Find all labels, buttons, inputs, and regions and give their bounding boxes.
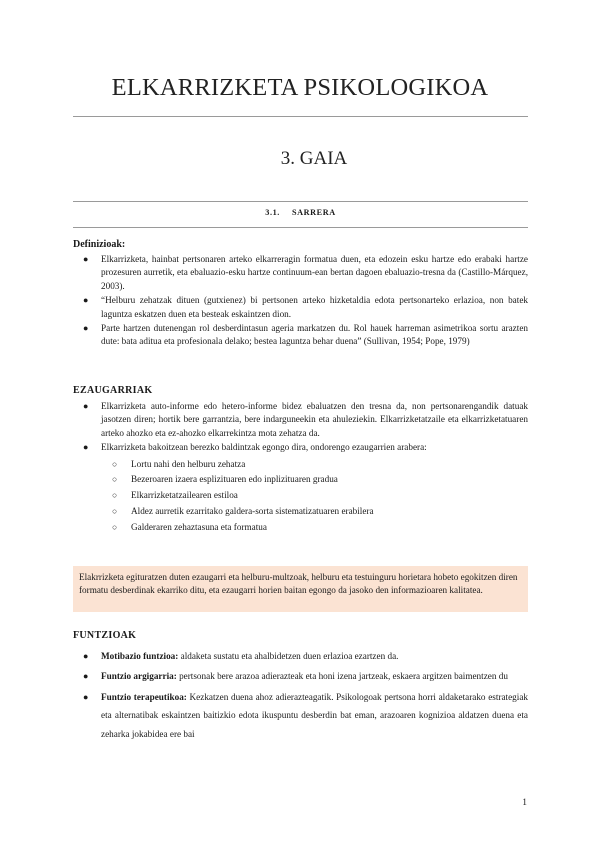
bullet-icon: ● — [83, 323, 89, 334]
circle-bullet-icon: ○ — [112, 506, 118, 517]
functions-list — [73, 647, 528, 745]
list-item: ● Funtzio terapeutikoa: Kezkatzen duena ahoz adierazteagatik. Psikologoak pertsona horri aldaketarako estrategiak eta alternatibak eskaintzen baitizkio edota ikuspuntu desberdin bat eman, arazoaren kognizioa aldatzen duena eta zeharka jokabidea ere bai — [73, 688, 528, 743]
list-item: ● Elkarrizketa, hainbat pertsonaren arteko elkarreragin formatua duen, eta edozein esku hartze edo erabaki hartze prozesuren aurretik, eta ebaluazio-esku hartze continuum-ean bertan dagoen ebaluazio-tresna da (Castillo-Márquez, 2003). — [83, 254, 528, 291]
section-number: 3.1. — [265, 208, 280, 217]
bullet-icon: ● — [83, 651, 89, 661]
page-number: 1 — [522, 798, 527, 808]
sublist-item: ○ Aldez aurretik ezarritako galdera-sorta sistematizatuaren erabilera — [73, 504, 528, 519]
circle-bullet-icon: ○ — [112, 490, 118, 501]
subtitle-rule — [73, 201, 528, 202]
function-label: Motibazio funtzioa: — [101, 651, 179, 661]
definitions-heading: Definizioak: — [73, 239, 126, 250]
functions-heading: FUNTZIOAK — [73, 630, 137, 641]
section-rule — [73, 227, 528, 228]
chapter-subtitle: 3. GAIA — [280, 148, 348, 169]
characteristics-list — [73, 400, 528, 536]
list-item: ● Elkarrizketa bakoitzean berezko baldintzak egongo dira, ondorengo ezaugarrien arabera: ○ Lortu nahi den helburu zehatza ○ Bezeroaren izaera esplizituaren edo inplizituaren gradua ○ Elkarrizketatzailearen estiloa ○ Aldez aurretik ezarritako galdera-sorta sistematizatuaren erabilera ○ Galderaren zehaztasuna eta formatua — [73, 441, 528, 534]
bullet-icon: ● — [83, 254, 89, 264]
document-title: ELKARRIZKETA PSIKOLOGIKOA — [111, 74, 489, 101]
bullet-icon: ● — [83, 295, 89, 306]
sublist-item: ○ Galderaren zehaztasuna eta formatua — [73, 520, 528, 535]
characteristics-heading: EZAUGARRIAK — [73, 385, 153, 396]
function-label: Funtzio terapeutikoa: — [101, 691, 187, 702]
list-item: ● Elkarrizketa auto-informe edo hetero-informe bidez ebaluatzen den tresna da, non pertsonarengandik datuak jasotzen diren; hortik bere garrantzia, bere indarguneekin eta ahuleziekin. Elkarrizketatzaile eta elkarrizketatuaren arteko ahozko eta ez-ahozko elkarrekintza mota zehatza da. — [83, 401, 528, 438]
function-label: Funtzio argigarria: — [101, 671, 177, 682]
definitions-list — [73, 253, 528, 350]
list-item: ● Motibazio funtzioa: aldaketa sustatu eta ahalbidetzen duen erlazioa ezartzen da. — [73, 647, 528, 665]
bullet-icon: ● — [83, 442, 89, 453]
section-title: SARRERA — [291, 208, 336, 217]
bullet-icon: ● — [83, 691, 89, 702]
characteristics-sublist — [73, 457, 528, 535]
bullet-icon: ● — [83, 671, 89, 682]
sublist-item: ○ Bezeroaren izaera esplizituaren edo inplizituaren gradua — [73, 472, 528, 487]
title-rule — [73, 116, 528, 117]
section-heading — [73, 208, 528, 217]
list-item: ● Parte hartzen dutenengan rol desberdintasun ageria markatzen du. Rol hauek harreman asimetrikoa sortu arazten dute: bata aditua eta profesionala delako; bestea laguntza behar duena” (Sullivan, 1954; Pope, 1979) — [83, 323, 528, 347]
sublist-item: ○ Lortu nahi den helburu zehatza — [73, 457, 528, 472]
list-item: ● “Helburu zehatzak dituen (gutxienez) bi pertsonen arteko hizketaldia edota pertsonarteko erlazioa, non batek laguntza eskatzen duen eta besteak eskaintzen dion. — [83, 295, 528, 319]
list-item: ● Funtzio argigarria: pertsonak bere arazoa adierazteak eta honi izena jartzeak, eskaera argitzen baimentzen du — [73, 667, 528, 685]
highlight-box: Elakrrizketa egituratzen duten ezaugarri eta helburu-multzoak, helburu eta testuinguru horietara hobeto egokitzen diren formatu desberdinak ekarriko ditu, eta ezaugarri horien baitan egongo da jasoko den informazioaren kalitatea. — [73, 566, 528, 612]
circle-bullet-icon: ○ — [112, 474, 118, 485]
circle-bullet-icon: ○ — [112, 521, 118, 532]
circle-bullet-icon: ○ — [112, 458, 118, 469]
sublist-item: ○ Elkarrizketatzailearen estiloa — [73, 488, 528, 503]
bullet-icon: ● — [83, 401, 89, 411]
